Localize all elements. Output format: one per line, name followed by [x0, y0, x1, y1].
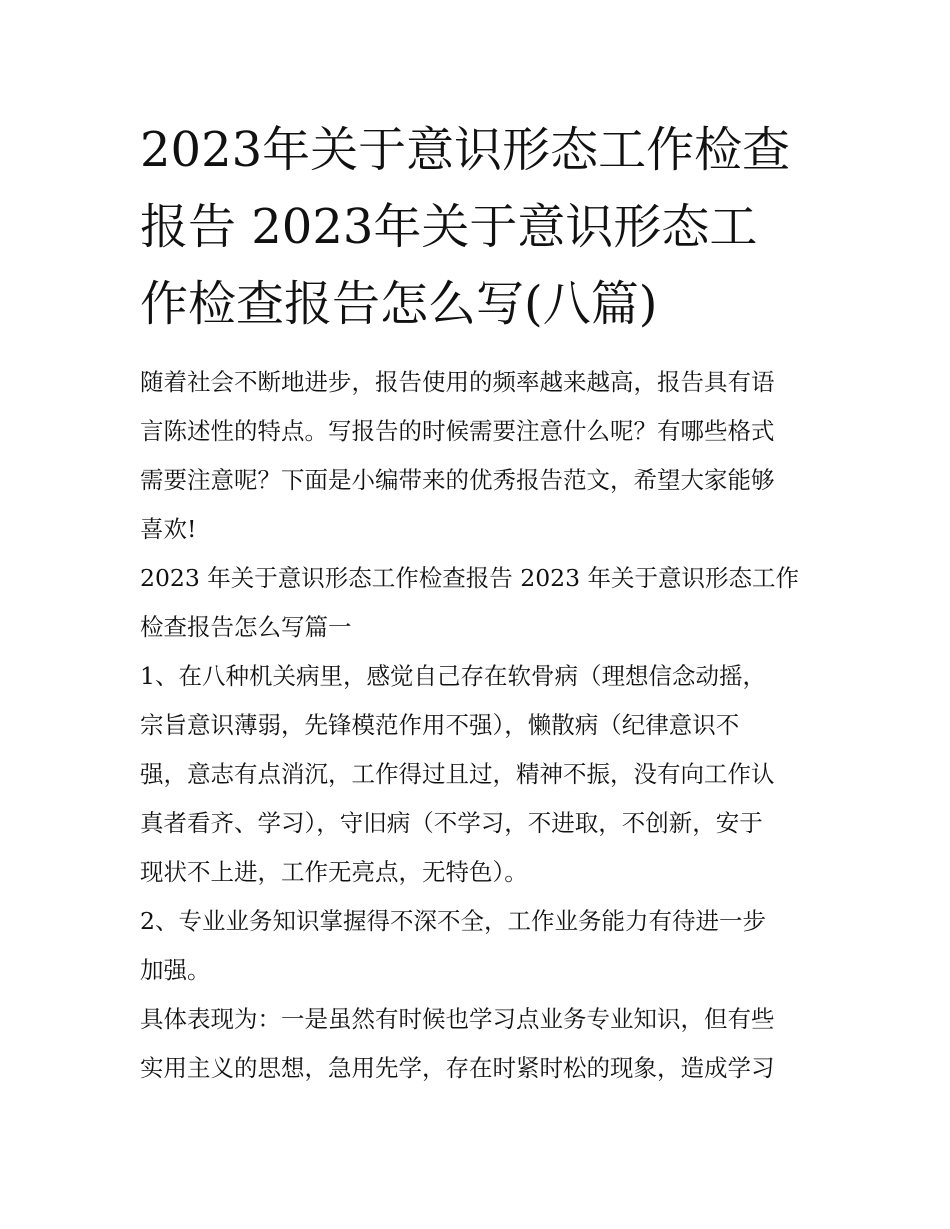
paragraph-line: 言陈述性的特点。写报告的时候需要注意什么呢？有哪些格式	[140, 417, 775, 445]
paragraph-line: 2、专业业务知识掌握得不深不全，工作业务能力有待进一步	[140, 907, 766, 935]
paragraph-line: 1、在八种机关病里，感觉自己存在软骨病（理想信念动摇，	[140, 662, 766, 690]
paragraph-line: 现状不上进，工作无亮点，无特色）。	[140, 858, 528, 886]
paragraph-line: 需要注意呢？下面是小编带来的优秀报告范文，希望大家能够	[140, 466, 775, 494]
paragraph-line: 2023 年关于意识形态工作检查报告 2023 年关于意识形态工作	[140, 564, 800, 592]
paragraph-line: 实用主义的思想，急用先学，存在时紧时松的现象，造成学习	[140, 1054, 775, 1082]
paragraph-line: 喜欢!	[140, 515, 197, 543]
details-paragraph	[140, 995, 820, 1093]
paragraph-line: 真者看齐、学习），守旧病（不学习，不进取，不创新，安于	[140, 809, 763, 837]
paragraph-line: 具体表现为：一是虽然有时候也学习点业务专业知识，但有些	[140, 1005, 775, 1033]
title-line-2: 报告 2023年关于意识形态工	[140, 199, 758, 255]
document-title	[140, 112, 820, 343]
title-line-3: 作检查报告怎么写(八篇)	[140, 276, 658, 332]
paragraph-line: 检查报告怎么写篇一	[140, 613, 352, 641]
paragraph-line: 随着社会不断地进步，报告使用的频率越来越高，报告具有语	[140, 368, 775, 396]
item-1-paragraph	[140, 652, 820, 897]
title-line-1: 2023年关于意识形态工作检查	[140, 122, 791, 178]
item-2-paragraph	[140, 897, 820, 995]
document-body	[140, 358, 820, 1093]
paragraph-line: 强，意志有点消沉，工作得过且过，精神不振，没有向工作认	[140, 760, 775, 788]
paragraph-line: 宗旨意识薄弱，先锋模范作用不强），懒散病（纪律意识不	[140, 711, 740, 739]
intro-paragraph	[140, 358, 820, 554]
section-heading-paragraph	[140, 554, 820, 652]
paragraph-line: 加强。	[140, 956, 211, 984]
